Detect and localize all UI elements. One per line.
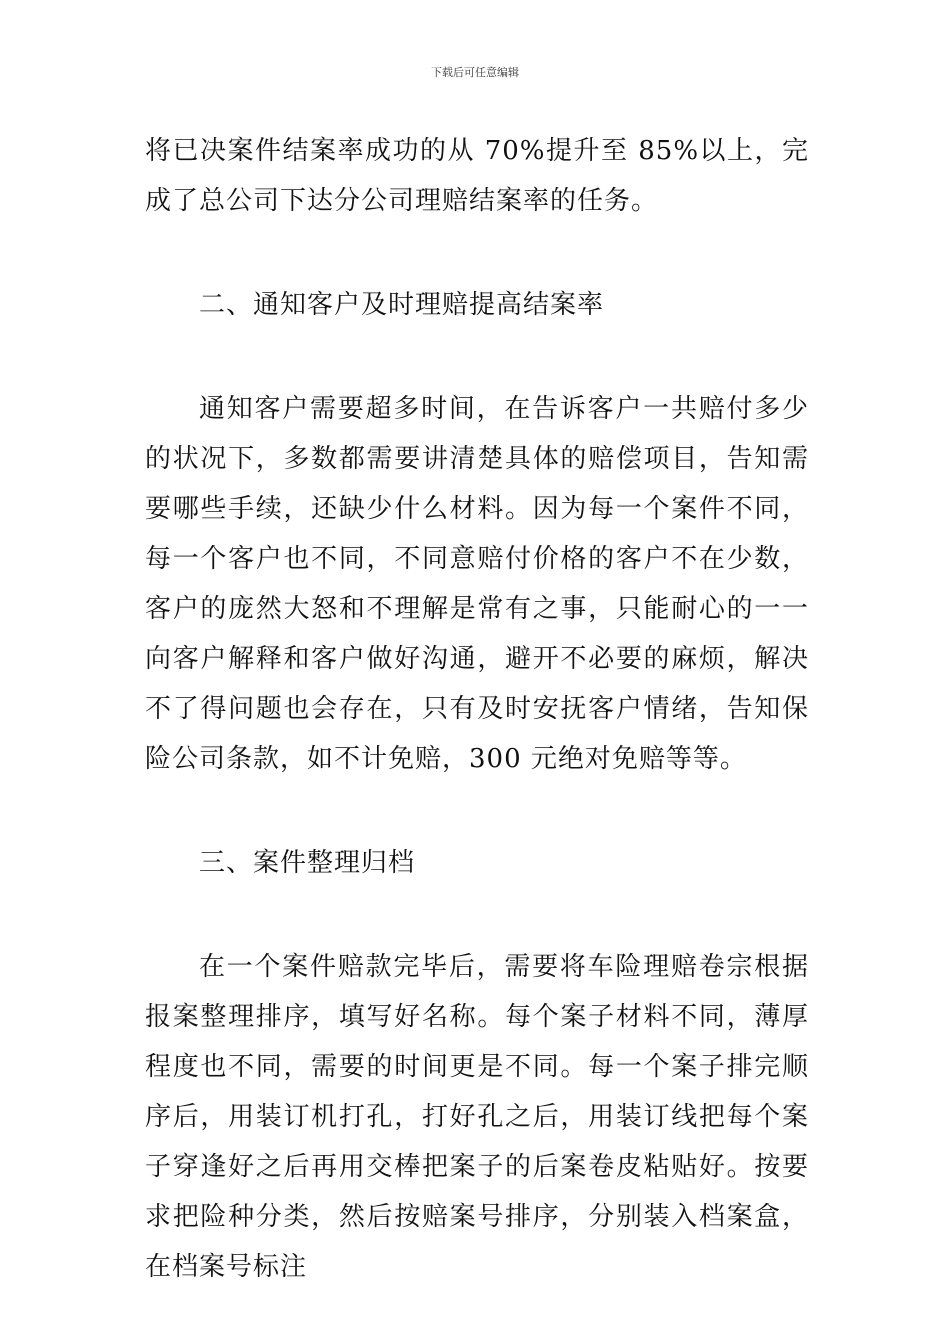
- paragraph-notify-customers: 通知客户需要超多时间，在告诉客户一共赔付多少的状况下，多数都需要讲清楚具体的赔偿项目，告知需要哪些手续，还缺少什么材料。因为每一个案件不同，每一个客户也不同，不同意赔付价格的客户不在少数，客户的庞然大怒和不理解是常有之事，只能耐心的一一向客户解释和客户做好沟通，避开不必要的麻烦，解决不了得问题也会存在，只有及时安抚客户情绪，告知保险公司条款，如不计免赔，300 元绝对免赔等等。: [145, 394, 809, 774]
- paragraph-completion-rate: 将已决案件结案率成功的从 70%提升至 85%以上，完成了总公司下达分公司理赔结案率的任务。: [145, 136, 809, 216]
- paragraph-gap: [145, 226, 809, 280]
- document-body: [145, 126, 809, 1292]
- paragraph-case-archiving: 在一个案件赔款完毕后，需要将车险理赔卷宗根据报案整理排序，填写好名称。每个案子材料不同，薄厚程度也不同，需要的时间更是不同。每一个案子排完顺序后，用装订机打孔，打好孔之后，用装订线把每个案子穿逢好之后再用交棒把案子的后案卷皮粘贴好。按要求把险种分类，然后按赔案号排序，分别装入档案盒，在档案号标注: [145, 952, 809, 1282]
- section-heading-2: 二、通知客户及时理赔提高结案率: [199, 290, 605, 320]
- section-heading-3: 三、案件整理归档: [199, 848, 416, 878]
- paragraph-gap: [145, 330, 809, 384]
- paragraph-gap: [145, 784, 809, 838]
- paragraph-gap: [145, 888, 809, 942]
- page-header: 下载后可任意编辑: [431, 66, 519, 79]
